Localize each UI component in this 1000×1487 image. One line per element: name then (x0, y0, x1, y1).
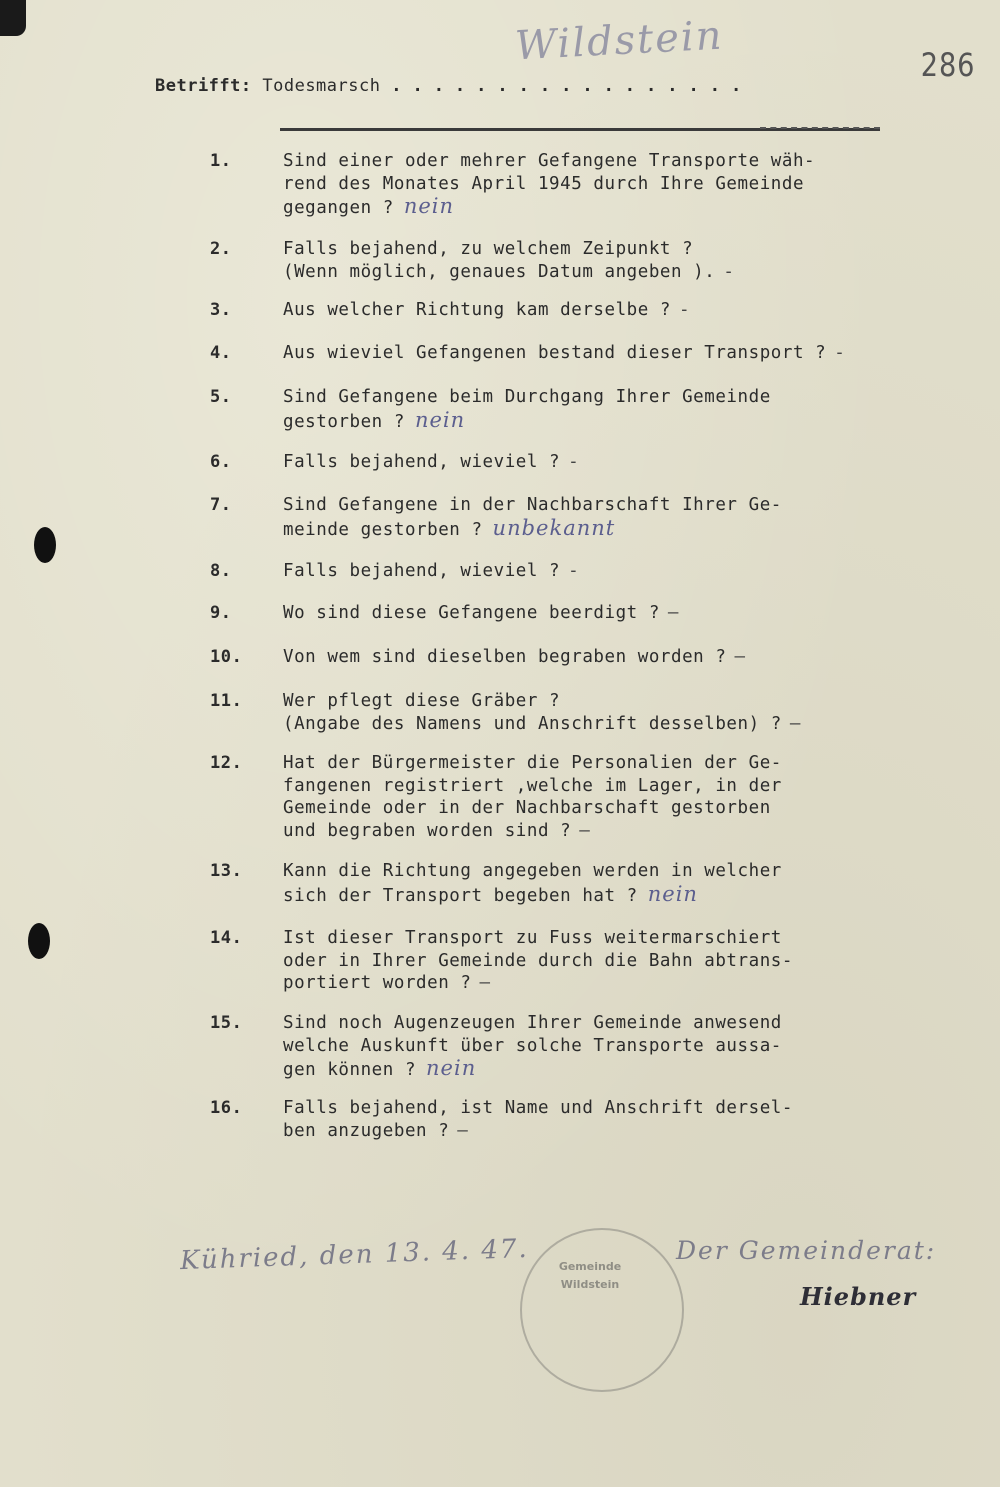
question-line (283, 560, 903, 583)
handwritten-answer: - (568, 452, 580, 472)
question-line (283, 451, 903, 474)
question-number: 1. (210, 151, 232, 171)
question-line (283, 1097, 903, 1120)
question-line-text: gegangen ? (283, 198, 394, 218)
question-line-text: (Angabe des Namens und Anschrift desselben) ? (283, 713, 782, 734)
question-number: 11. (210, 691, 243, 711)
question-text (283, 150, 903, 220)
question-line (283, 173, 903, 196)
question-text (283, 342, 903, 365)
punch-hole-top (34, 527, 56, 563)
question-text (283, 386, 903, 433)
question-line-text: Falls bejahend, wieviel ? (283, 561, 561, 581)
stamp-text (555, 1258, 625, 1294)
question-line (283, 1035, 903, 1058)
question-line (283, 342, 903, 365)
handwritten-answer: nein (403, 194, 455, 218)
council-label: Der Gemeinderat: (676, 1236, 937, 1265)
question-text (283, 646, 903, 669)
question-line-text: meinde gestorben ? (283, 519, 483, 540)
corner-mark (0, 0, 26, 36)
question-line-text: Gemeinde oder in der Nachbarschaft gestorben (283, 798, 771, 818)
question-text (283, 927, 903, 995)
question-line-text: Kann die Richtung angegeben werden in welcher (283, 861, 782, 881)
question-line (283, 752, 903, 775)
question-number: 5. (210, 387, 232, 407)
question-line (283, 602, 903, 625)
question-line-text: Falls bejahend, zu welchem Zeipunkt ? (283, 239, 694, 259)
question-line-text: sich der Transport begeben hat ? (283, 885, 638, 906)
question-line-text: und begraben worden sind ? (283, 820, 572, 841)
stamp-line-1: Gemeinde (558, 1260, 622, 1273)
question-number: 15. (210, 1013, 243, 1033)
question-number: 12. (210, 753, 243, 773)
question-line (283, 883, 903, 908)
question-line-text: rend des Monates April 1945 durch Ihre Gemeinde (283, 173, 805, 194)
question-line-text: fangenen registriert ,welche im Lager, in der (283, 775, 782, 796)
question-line (283, 195, 903, 220)
question-line (283, 409, 903, 434)
question-line-text: gestorben ? (283, 411, 405, 432)
question-number: 4. (210, 343, 232, 363)
handwritten-answer: — (734, 647, 746, 667)
question-line-text: Hat der Bürgermeister die Personalien der Ge- (283, 753, 782, 773)
handwritten-answer: — (457, 1120, 469, 1141)
handwritten-answer: - (723, 261, 735, 282)
handwritten-answer: nein (414, 407, 466, 432)
question-line (283, 1120, 903, 1143)
question-number: 13. (210, 861, 243, 881)
question-line (283, 797, 903, 820)
question-line-text: Sind Gefangene beim Durchgang Ihrer Gemeinde (283, 387, 771, 407)
question-line-text: Ist dieser Transport zu Fuss weitermarschiert (283, 928, 782, 948)
question-line (283, 820, 903, 843)
question-line (283, 386, 903, 409)
question-text (283, 1097, 903, 1142)
question-line (283, 150, 903, 173)
handwritten-answer: - (679, 300, 691, 320)
subject-dots: ................. (391, 76, 753, 96)
handwritten-answer: unbekannt (492, 515, 616, 540)
handwritten-answer: — (789, 713, 801, 734)
handwritten-answer: nein (647, 881, 698, 906)
question-line-text: oder in Ihrer Gemeinde durch die Bahn abtrans- (283, 950, 793, 971)
page-number: 286 (920, 46, 976, 84)
question-line-text: (Wenn möglich, genaues Datum angeben ). (283, 261, 716, 282)
question-number: 10. (210, 647, 243, 667)
question-number: 9. (210, 603, 232, 623)
question-text (283, 299, 903, 322)
question-line (283, 950, 903, 973)
question-text (283, 451, 903, 474)
question-text (283, 752, 903, 842)
question-line (283, 1012, 903, 1035)
question-text (283, 494, 903, 541)
question-line-text: gen können ? (283, 1060, 417, 1080)
question-text (283, 690, 903, 735)
question-line-text: Von wem sind dieselben begraben worden ? (283, 647, 727, 667)
subject-title: Todesmarsch (262, 76, 381, 96)
question-text (283, 560, 903, 583)
handwritten-answer: — (479, 973, 491, 993)
question-number: 8. (210, 561, 232, 581)
question-text (283, 860, 903, 907)
question-line-text: Falls bejahend, ist Name und Anschrift dersel- (283, 1098, 793, 1118)
question-line-text: portiert worden ? (283, 973, 472, 993)
question-line-text: ben anzugeben ? (283, 1120, 450, 1141)
question-line-text: Sind noch Augenzeugen Ihrer Gemeinde anwesend (283, 1013, 782, 1033)
question-line-text: Wer pflegt diese Gräber ? (283, 691, 561, 711)
question-line-text: Aus wieviel Gefangenen bestand dieser Transport ? (283, 343, 827, 363)
question-number: 6. (210, 452, 232, 472)
handwritten-answer: - (834, 343, 846, 363)
handwritten-answer: — (579, 820, 591, 841)
question-text (283, 602, 903, 625)
question-line-text: Aus welcher Richtung kam derselbe ? (283, 300, 672, 320)
question-line (283, 238, 903, 261)
question-line (283, 775, 903, 798)
question-line-text: welche Auskunft über solche Transporte aussa- (283, 1035, 782, 1056)
question-number: 2. (210, 239, 232, 259)
question-line-text: Falls bejahend, wieviel ? (283, 452, 561, 472)
punch-hole-bottom (28, 923, 50, 959)
question-line-text: Wo sind diese Gefangene beerdigt ? (283, 603, 660, 623)
signature: Hiebner (800, 1282, 917, 1311)
stamp-line-2: Wildstein (560, 1278, 620, 1291)
question-line-text: Sind Gefangene in der Nachbarschaft Ihrer Ge- (283, 495, 782, 515)
question-line (283, 517, 903, 542)
question-number: 7. (210, 495, 232, 515)
question-line (283, 646, 903, 669)
subject-line (155, 76, 752, 96)
question-line (283, 1057, 903, 1082)
divider-rule-thin (760, 127, 880, 129)
question-text (283, 1012, 903, 1082)
question-line (283, 713, 903, 736)
question-line (283, 690, 903, 713)
official-stamp (520, 1228, 684, 1392)
question-line (283, 261, 903, 284)
handwritten-scribble: Wildstein (513, 12, 725, 70)
question-line (283, 299, 903, 322)
handwritten-answer: — (667, 603, 680, 623)
question-text (283, 238, 903, 283)
question-number: 16. (210, 1098, 243, 1118)
question-line (283, 494, 903, 517)
handwritten-answer: nein (426, 1056, 477, 1080)
question-line-text: Sind einer oder mehrer Gefangene Transporte wäh- (283, 151, 816, 171)
question-number: 14. (210, 928, 243, 948)
handwritten-answer: - (568, 561, 580, 581)
place-date: Kühried, den 13. 4. 47. (179, 1233, 530, 1277)
subject-label: Betrifft: (155, 76, 252, 96)
question-line (283, 860, 903, 883)
question-number: 3. (210, 300, 232, 320)
question-line (283, 972, 903, 995)
question-line (283, 927, 903, 950)
